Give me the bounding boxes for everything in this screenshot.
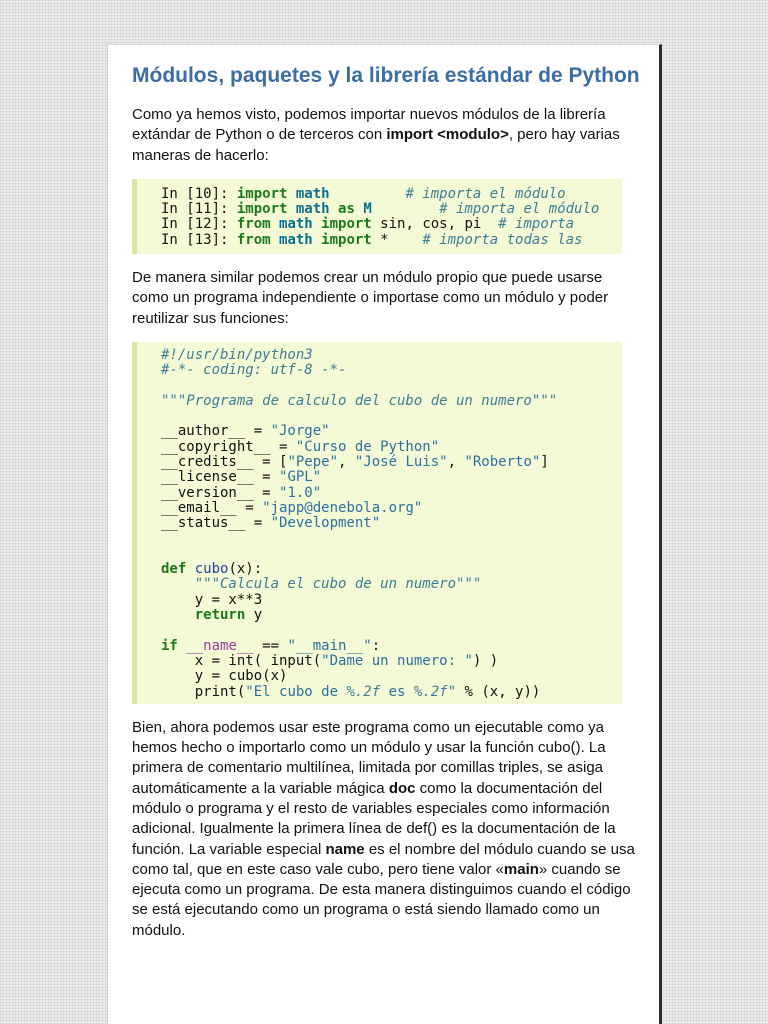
explanation-bold-name: name [325, 840, 365, 858]
code-line [161, 348, 622, 363]
code-token: y = x**3 [161, 591, 263, 608]
explanation-text-2: como la documentación del módulo o programa y el resto de variables especiales como información adicional. Igualmente la primera línea de def() es la documentación de la función. La variable especial [132, 779, 616, 858]
code-line [161, 394, 622, 409]
code-token: #-*- coding: utf-8 -*- [161, 362, 347, 379]
code-token: M [363, 201, 372, 218]
code-token: __email__ = [161, 499, 263, 516]
code-line [161, 217, 622, 232]
code-token: , [338, 454, 355, 471]
code-token: es [380, 683, 414, 700]
code-token: from [236, 216, 280, 233]
input-prompt: In [10]: [161, 185, 237, 202]
code-token: #!/usr/bin/python3 [161, 346, 313, 363]
code-token: %.2f [346, 683, 381, 700]
code-token: math [279, 231, 313, 248]
code-line [161, 363, 622, 378]
code-token: "GPL" [279, 469, 322, 486]
code-token: "Roberto" [464, 454, 541, 471]
input-prompt: In [13]: [161, 231, 237, 248]
code-token: math [279, 216, 313, 233]
import-code-block [132, 179, 622, 254]
explanation-paragraph [132, 718, 642, 941]
explanation-text-4: » cuando se ejecuta como un programa. De esta manera distinguimos cuando el código se está ejecutando como un programa o está siendo llamado como un módulo. [132, 860, 631, 939]
code-token: import [236, 185, 296, 202]
code-line [161, 424, 622, 439]
code-token: sin, cos, pi [380, 216, 499, 233]
code-token [161, 576, 195, 592]
code-token: x = int( input( [161, 652, 322, 669]
code-token: "__main__" [287, 637, 372, 654]
code-line [161, 486, 622, 501]
code-token: print( [161, 683, 246, 700]
code-line [161, 202, 622, 217]
code-token: "Pepe" [287, 454, 339, 471]
blank-line [161, 379, 622, 394]
code-line [161, 669, 622, 684]
page-content [132, 65, 642, 941]
intro-text-1: Como ya hemos visto, podemos importar nuevos módulos de la librería extándar de Python o de terceros con [132, 106, 606, 144]
module-paragraph: De manera similar podemos crear un módulo propio que puede usarse como un programa independiente o importase como un módulo y poder reutilizar sus funciones: [132, 269, 609, 327]
module-code-block [132, 342, 622, 704]
blank-line [161, 547, 622, 562]
intro-bold: import <modulo> [386, 126, 509, 144]
explanation-text-3: es el nombre del módulo cuando se usa como tal, que en este caso vale cubo, pero tiene valor « [132, 840, 635, 878]
code-token: (x): [228, 561, 263, 578]
code-token: import [312, 216, 381, 233]
code-line [161, 577, 622, 592]
code-token: if [161, 637, 187, 654]
code-token: __credits__ = [ [161, 454, 288, 471]
code-token: : [371, 637, 381, 654]
code-line [161, 685, 622, 700]
code-token [372, 201, 439, 217]
code-token: " [447, 683, 457, 700]
code-token [330, 186, 406, 202]
code-token: , [447, 454, 465, 471]
code-token: # importa el módulo [439, 201, 600, 218]
code-token: """Calcula el cubo de un numero""" [194, 576, 482, 593]
code-token: % (x, y)) [456, 683, 541, 700]
blank-line [161, 532, 622, 547]
code-token: math [295, 185, 330, 202]
explanation-text-1: Bien, ahora podemos usar este programa como un ejecutable como ya hemos hecho o importarlo como un módulo y usar la función cubo(). La primera de comentario multilínea, limitada por comillas triples, se asiga automáticamente a la variable mágica [132, 718, 606, 797]
blank-line [161, 623, 622, 638]
explanation-bold-main: main [503, 860, 539, 878]
code-line [161, 516, 622, 531]
intro-paragraph [132, 105, 642, 166]
page-title: Módulos, paquetes y la librería estándar de Python [132, 64, 640, 87]
code-line [161, 608, 622, 623]
code-line [161, 440, 622, 455]
code-token: # importa el módulo [405, 185, 566, 202]
code-line [161, 501, 622, 516]
code-token: __version__ = [161, 484, 280, 501]
code-line [161, 654, 622, 669]
code-token: "Curso de Python" [295, 438, 440, 455]
code-token: from [236, 231, 280, 248]
code-token [161, 607, 195, 623]
code-token: y [253, 607, 263, 624]
code-token: math [295, 201, 330, 218]
code-token: __status__ = [161, 515, 271, 532]
code-token: import [236, 201, 296, 218]
code-token: "1.0" [279, 484, 322, 501]
code-token: __name__ [186, 637, 254, 654]
code-token: ] [540, 454, 549, 471]
document-page [107, 44, 662, 1024]
explanation-bold-doc: doc [388, 779, 416, 797]
input-prompt: In [12]: [161, 216, 237, 233]
blank-line [161, 409, 622, 424]
input-prompt: In [11]: [161, 201, 237, 218]
code-line [161, 562, 622, 577]
code-token: __license__ = [161, 469, 280, 486]
code-token: y = cubo(x) [161, 668, 288, 685]
code-token: "japp@denebola.org" [262, 499, 423, 516]
code-token: "Dame un numero: " [321, 652, 473, 669]
code-line [161, 233, 622, 248]
code-token: "José Luis" [354, 454, 448, 471]
code-token: "El cubo de [245, 683, 347, 700]
code-token: # importa todas las [422, 231, 583, 248]
intro-text-2: , pero hay varias maneras de hacerlo: [132, 126, 620, 164]
code-token: __copyright__ = [161, 438, 296, 455]
code-token: as [329, 201, 364, 218]
code-line [161, 593, 622, 608]
code-token: __author__ = [161, 423, 271, 440]
code-token: ) ) [472, 652, 499, 669]
code-token: "Jorge" [270, 423, 330, 440]
code-token: "Development" [270, 515, 381, 532]
code-token: # importa [498, 216, 575, 233]
code-token: cubo [194, 561, 229, 578]
code-token: * [380, 231, 423, 248]
code-token: """Programa de calculo del cubo de un numero""" [161, 392, 558, 409]
code-token: == [253, 637, 288, 654]
code-token: %.2f [413, 683, 448, 700]
code-line [161, 455, 622, 470]
code-line [161, 470, 622, 485]
code-token: import [312, 231, 381, 248]
code-line [161, 639, 622, 654]
code-line [161, 187, 622, 202]
code-token: return [194, 607, 254, 624]
code-token: def [161, 561, 195, 578]
